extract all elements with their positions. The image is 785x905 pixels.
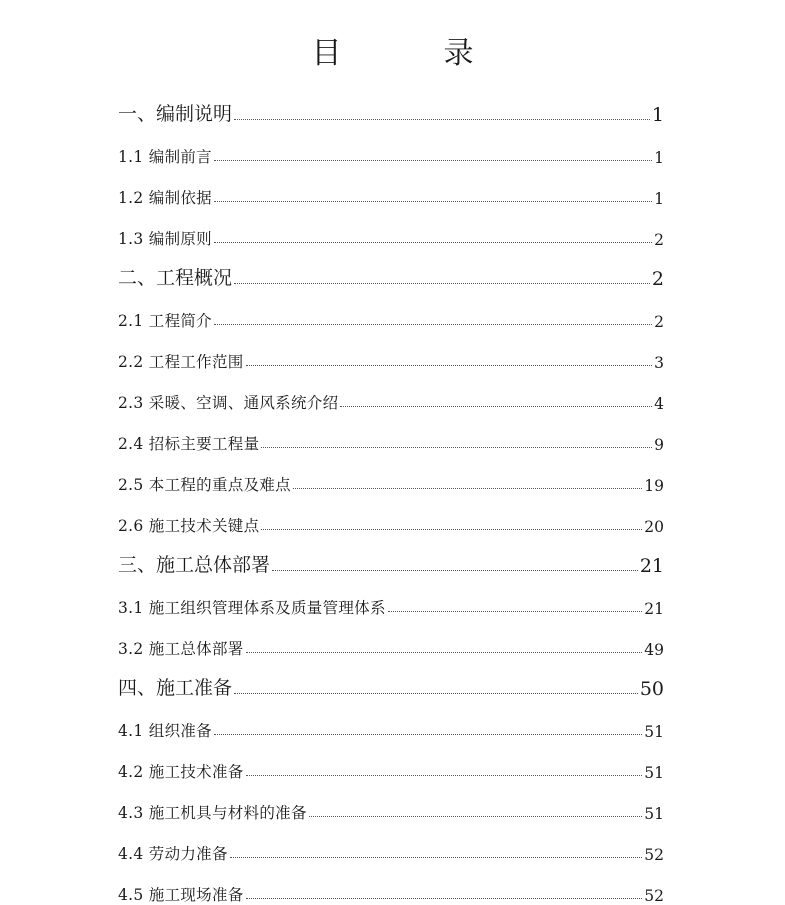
toc-entry-label: 2.5 本工程的重点及难点 <box>118 476 291 494</box>
toc-leader-dots <box>261 529 642 530</box>
toc-entry-page: 9 <box>654 436 664 454</box>
toc-entry-page: 1 <box>654 190 664 208</box>
toc-entry-label: 4.5 施工现场准备 <box>118 886 244 904</box>
toc-entry[interactable] <box>118 629 664 659</box>
toc-entry-label: 3.2 施工总体部署 <box>118 640 244 658</box>
toc-entry[interactable] <box>118 547 664 577</box>
toc-entry-page: 1 <box>654 149 664 167</box>
toc-entry-page: 2 <box>654 313 664 331</box>
toc-leader-dots <box>246 652 643 653</box>
toc-entry-label: 1.2 编制依据 <box>118 189 212 207</box>
toc-entry[interactable] <box>118 752 664 782</box>
toc-entry-label: 2.3 采暖、空调、通风系统介绍 <box>118 394 339 412</box>
toc-leader-dots <box>293 488 642 489</box>
toc-entry-page: 2 <box>654 231 664 249</box>
toc-entry[interactable] <box>118 137 664 167</box>
toc-entry-page: 52 <box>644 887 664 905</box>
toc-entry[interactable] <box>118 178 664 208</box>
toc-entry-label: 4.1 组织准备 <box>118 722 212 740</box>
toc-entry-label: 四、施工准备 <box>118 677 233 699</box>
toc-leader-dots <box>230 857 642 858</box>
toc-entry-label: 2.6 施工技术关键点 <box>118 517 260 535</box>
toc-entry-label: 3.1 施工组织管理体系及质量管理体系 <box>118 599 386 617</box>
toc-leader-dots <box>214 734 642 735</box>
toc-entry-label: 三、施工总体部署 <box>118 554 271 576</box>
toc-entry-label: 2.2 工程工作范围 <box>118 353 244 371</box>
toc-entry[interactable] <box>118 219 664 249</box>
toc-entry[interactable] <box>118 342 664 372</box>
toc-leader-dots <box>234 283 650 284</box>
toc-entry-page: 51 <box>644 805 664 823</box>
toc-entry[interactable] <box>118 834 664 864</box>
toc-entry-label: 1.1 编制前言 <box>118 148 212 166</box>
toc-leader-dots <box>388 611 642 612</box>
toc-entry-page: 19 <box>644 477 664 495</box>
page-title: 目 录 <box>311 36 510 71</box>
toc-entry-label: 4.3 施工机具与材料的准备 <box>118 804 307 822</box>
toc-leader-dots <box>234 693 638 694</box>
toc-entry-page: 51 <box>644 764 664 782</box>
toc-leader-dots <box>214 201 652 202</box>
toc-leader-dots <box>272 570 638 571</box>
toc-entry-page: 51 <box>644 723 664 741</box>
toc-entry[interactable] <box>118 301 664 331</box>
toc-entry-page: 21 <box>644 600 664 618</box>
toc-leader-dots <box>234 119 650 120</box>
toc-leader-dots <box>214 242 652 243</box>
toc-entry-label: 4.4 劳动力准备 <box>118 845 228 863</box>
toc-entry-label: 4.2 施工技术准备 <box>118 763 244 781</box>
toc-entry[interactable] <box>118 588 664 618</box>
toc-entry[interactable] <box>118 465 664 495</box>
toc-entry[interactable] <box>118 260 664 290</box>
toc-entry[interactable] <box>118 793 664 823</box>
toc-leader-dots <box>340 406 652 407</box>
toc-leader-dots <box>261 447 652 448</box>
toc-entry-page: 50 <box>639 678 664 700</box>
toc-entry-label: 二、工程概况 <box>118 267 233 289</box>
toc-entry[interactable] <box>118 96 664 126</box>
toc-entry-page: 49 <box>644 641 664 659</box>
toc-entry[interactable] <box>118 506 664 536</box>
toc-leader-dots <box>246 365 653 366</box>
toc-entry-page: 52 <box>644 846 664 864</box>
toc-leader-dots <box>309 816 642 817</box>
toc-entry-page: 3 <box>654 354 664 372</box>
toc-entry-label: 2.1 工程简介 <box>118 312 212 330</box>
toc-entry-page: 1 <box>651 104 664 126</box>
toc-entry-label: 一、编制说明 <box>118 103 233 125</box>
toc-entry-page: 2 <box>651 268 664 290</box>
toc-leader-dots <box>246 775 643 776</box>
toc-entry-page: 20 <box>644 518 664 536</box>
toc-entry[interactable] <box>118 670 664 700</box>
toc-entry[interactable] <box>118 711 664 741</box>
toc-entry-page: 4 <box>654 395 664 413</box>
toc-entry-label: 2.4 招标主要工程量 <box>118 435 260 453</box>
toc-leader-dots <box>214 160 652 161</box>
toc-entry-label: 1.3 编制原则 <box>118 230 212 248</box>
toc-entry[interactable] <box>118 424 664 454</box>
toc-leader-dots <box>246 898 643 899</box>
toc-entry-page: 21 <box>639 555 664 577</box>
toc-leader-dots <box>214 324 652 325</box>
toc-entry[interactable] <box>118 383 664 413</box>
